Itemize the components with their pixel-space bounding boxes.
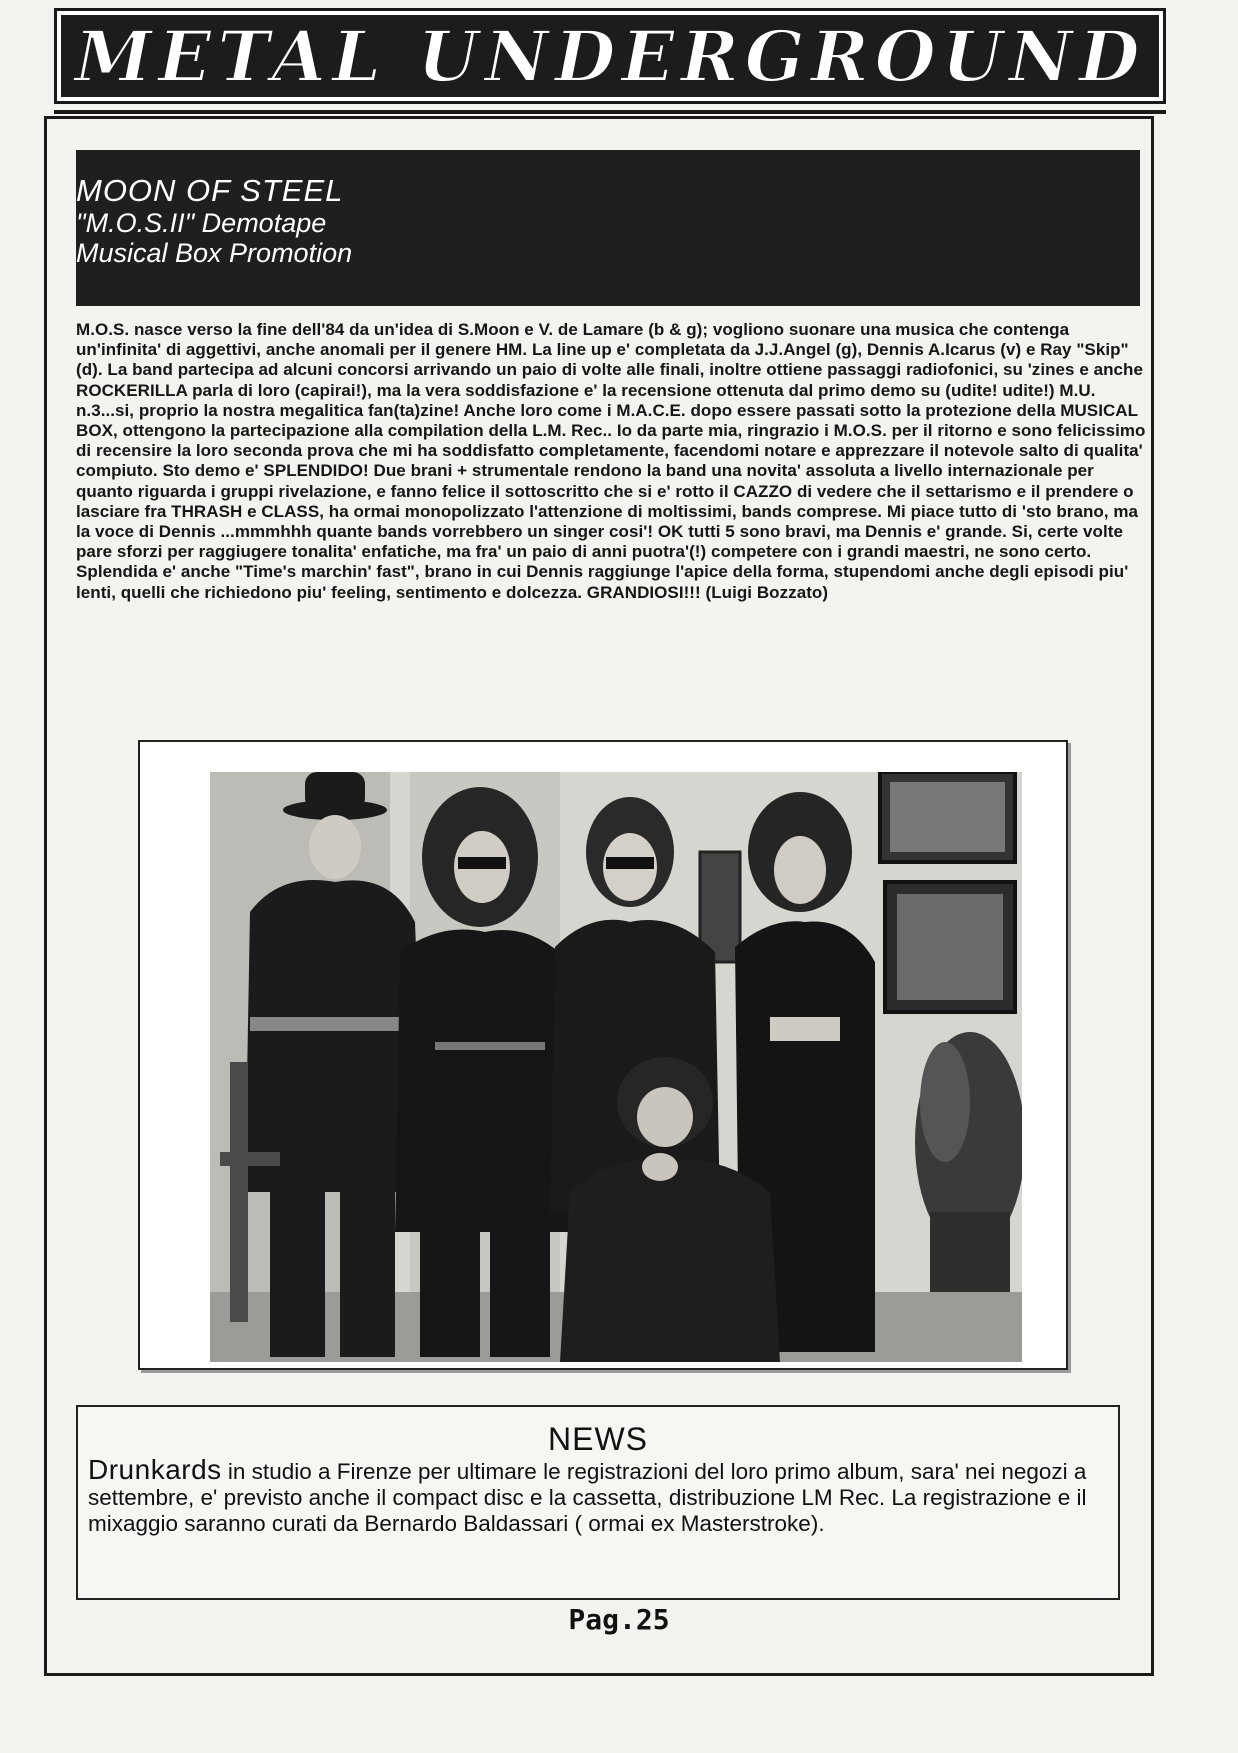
release-label: Musical Box Promotion	[76, 238, 353, 268]
masthead-banner	[61, 15, 1159, 97]
news-box	[76, 1405, 1120, 1600]
news-lead: Drunkards	[88, 1454, 222, 1485]
page-number: Pag.25	[568, 1603, 670, 1636]
masthead-title: METAL UNDERGROUND	[74, 15, 1146, 97]
band-name: MOON OF STEEL	[76, 173, 344, 208]
news-body: in studio a Firenze per ultimare le registrazioni del loro primo album, sara' nei negozi a settembre, e' previsto anche il compact disc e la cassetta, distribuzione LM Rec. La registrazione e il mixaggio saranno curati da Bernardo Baldassari ( ormai ex Masterstroke).	[88, 1459, 1087, 1536]
review-header-band	[76, 150, 1140, 306]
review-body: M.O.S. nasce verso la fine dell'84 da un'idea di S.Moon e V. de Lamare (b & g); vogliono suonare una musica che contenga un'infinita' di aggettivi, anche anomali per il genere HM. La line up e' completata da J.J.Angel (g), Dennis A.Icarus (v) e Ray "Skip" (d). La band partecipa ad alcuni concorsi arrivando un paio di volte alle finali, inoltre ottiene passaggi radiofonici, su 'zines e anche ROCKERILLA parla di loro (capirai!), ma la vera soddisfazione e' la recensione ottenuta dal primo demo su (udite! udite!) M.U. n.3...si, proprio la nostra megalitica fan(ta)zine! Anche loro come i M.A.C.E. dopo essere passati sotto la protezione della MUSICAL BOX, ottengono la partecipazione alla compilation della L.M. Rec.. Io da parte mia, ringrazio i M.O.S. per il ritorno e sono felicissimo di recensire la loro seconda prova che mi ha soddisfatto completamente, facendomi notare e apprezzare il notevole salto di qualita' compiuto. Sto demo e' SPLENDIDO! Due brani + strumentale rendono la band una novita' assoluta a livello internazionale per quanto riguarda i gruppi rivelazione, e fanno felice il sottoscritto che si e' rotto il CAZZO di vedere che il settarismo e il prendere o lasciare fra THRASH e CLASS, ha ormai monopolizzato l'attenzione di moltissimi, bands comprese. Mi piace tutto di 'sto brano, ma la voce di Dennis ...mmmhhh quante bands vorrebbero un singer cosi'! OK tutti 5 sono bravi, ma Dennis e' grande. Si, certe volte pare sforzi per raggiugere tonalita' enfatiche, ma fra' un paio di anni puotra'(!) competere con i grandi maestri, ne sono certo. Splendida e' anche "Time's marchin' fast", brano in cui Dennis raggiunge l'apice della forma, stupendomi anche degli episodi piu' lenti, quelli che richiedono piu' feeling, sentimento e dolcezza. GRANDIOSI!!! (Luigi Bozzato)	[76, 320, 1146, 602]
masthead-divider	[54, 110, 1166, 114]
news-text	[88, 1454, 1098, 1537]
masthead	[54, 8, 1166, 104]
band-photo	[210, 772, 1022, 1362]
news-title: NEWS	[548, 1421, 648, 1457]
band-photo-frame	[138, 740, 1068, 1370]
release-title: "M.O.S.II" Demotape	[76, 208, 327, 238]
